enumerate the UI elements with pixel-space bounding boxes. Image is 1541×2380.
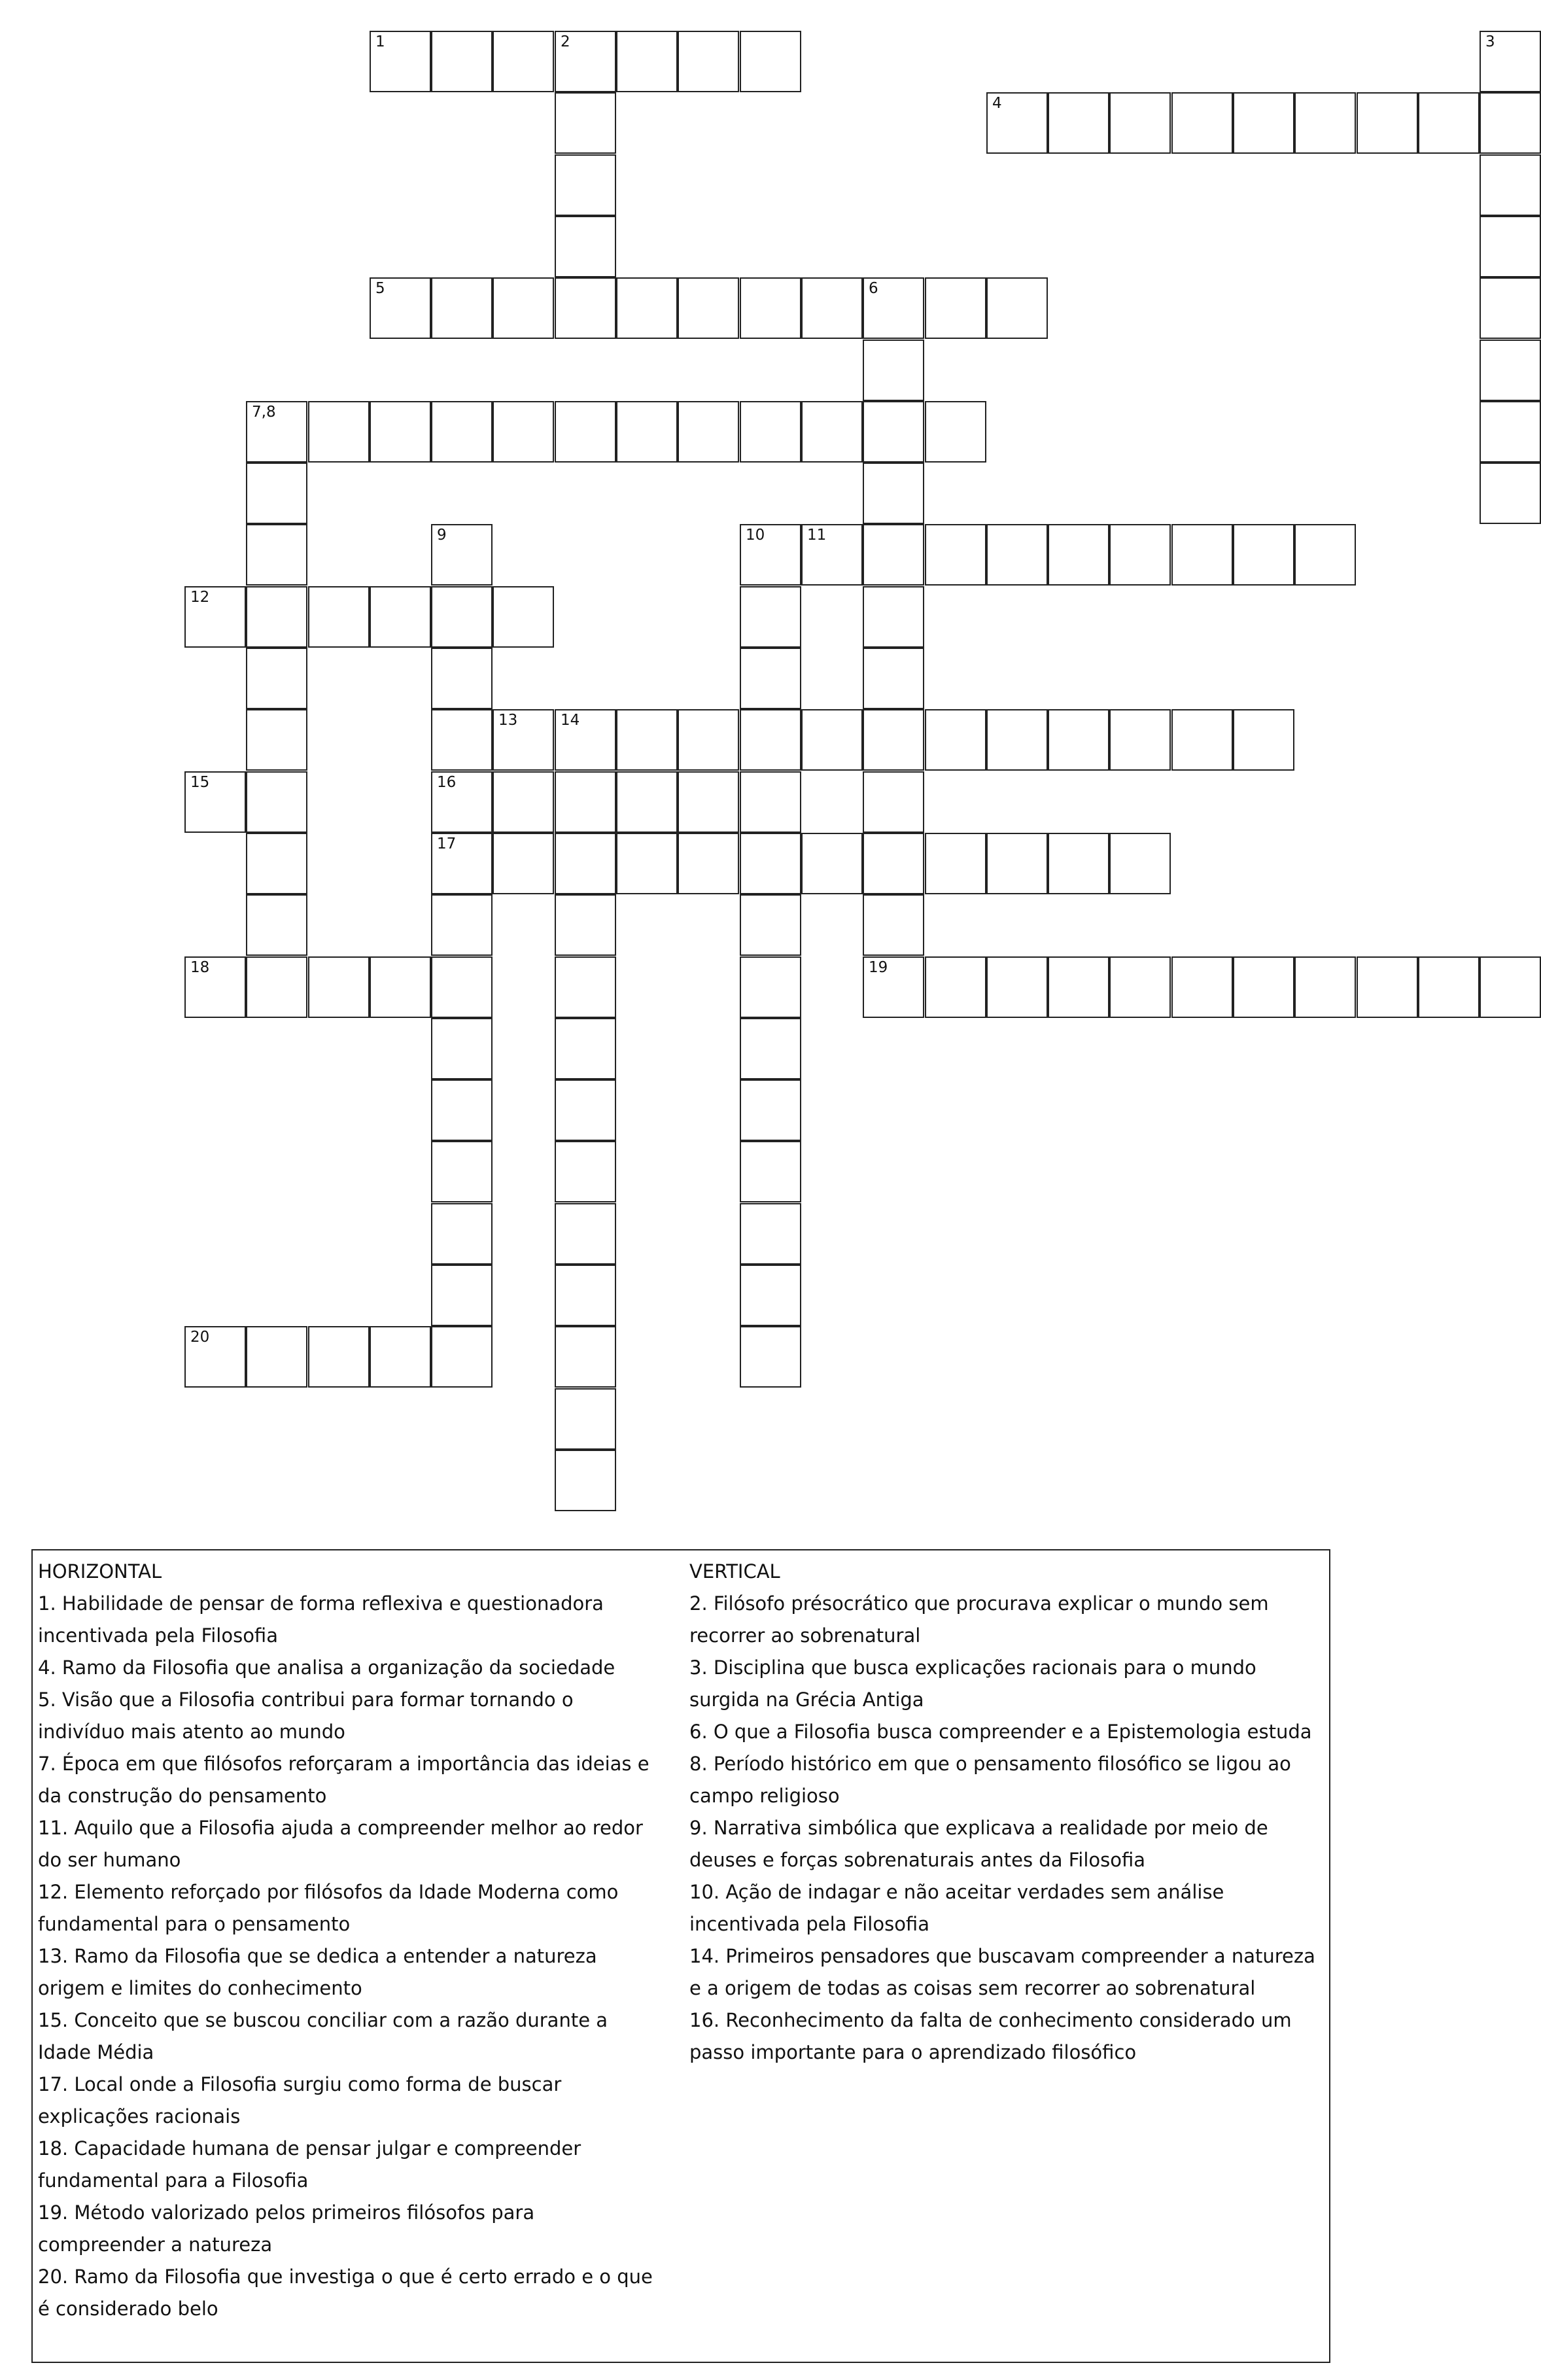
crossword-cell[interactable] [555,894,616,956]
crossword-cell[interactable] [1480,340,1541,401]
crossword-cell[interactable] [308,401,370,463]
crossword-cell[interactable] [555,1265,616,1326]
crossword-cell[interactable] [246,463,307,524]
crossword-cell[interactable] [555,1203,616,1265]
crossword-cell[interactable] [616,709,678,771]
clue-number: 14 [561,712,580,729]
crossword-cell[interactable] [616,833,678,894]
vertical-clue: 9. Narrativa simbólica que explicava a realidade por meio de deuses e forças sobrenaturais antes da Filosofia [689,1817,1268,1871]
crossword-cell[interactable] [740,401,801,463]
crossword-cell[interactable] [801,401,863,463]
crossword-cell[interactable] [431,524,493,586]
crossword-cell[interactable] [1171,524,1233,586]
clue-number: 17 [437,835,457,852]
crossword-cell[interactable] [555,833,616,894]
clue-number: 4 [992,95,1002,112]
crossword-cell[interactable] [431,956,493,1018]
crossword-cell[interactable] [925,709,986,771]
crossword-cell[interactable] [678,771,739,833]
crossword-cell[interactable] [740,1018,801,1079]
crossword-cell[interactable] [493,401,554,463]
crossword-cell[interactable] [246,1326,307,1388]
crossword-cell[interactable] [370,277,431,339]
crossword-cell[interactable] [246,894,307,956]
crossword-cell[interactable] [184,586,246,648]
crossword-cell[interactable] [1233,524,1294,586]
crossword-cell[interactable] [740,709,801,771]
horizontal-clue: 11. Aquilo que a Filosofia ajuda a compreender melhor ao redor do ser humano [38,1817,643,1871]
crossword-cell[interactable] [863,709,924,771]
crossword-cell[interactable] [740,1326,801,1388]
clue-number: 15 [190,774,210,791]
crossword-cell[interactable] [1109,956,1171,1018]
crossword-cell[interactable] [493,771,554,833]
crossword-cell[interactable] [246,524,307,586]
crossword-cell[interactable] [986,92,1048,154]
crossword-cell[interactable] [678,709,739,771]
horizontal-clue: 17. Local onde a Filosofia surgiu como forma de buscar explicações racionais [38,2073,562,2127]
crossword-cell[interactable] [616,277,678,339]
crossword-cell[interactable] [370,401,431,463]
crossword-cell[interactable] [740,277,801,339]
horizontal-heading: HORIZONTAL [38,1560,162,1583]
crossword-cell[interactable] [555,216,616,277]
clue-number: 6 [869,280,878,297]
clue-number: 18 [190,959,210,976]
vertical-clue: 3. Disciplina que busca explicações racionais para o mundo surgida na Grécia Antiga [689,1656,1256,1711]
crossword-cell[interactable] [1480,463,1541,524]
clue-number: 10 [746,527,765,544]
crossword-cell[interactable] [1109,709,1171,771]
crossword-cell[interactable] [801,277,863,339]
vertical-clue: 14. Primeiros pensadores que buscavam compreender a natureza e a origem de todas as coisas sem recorrer ao sobrenatural [689,1945,1315,1999]
crossword-cell[interactable] [1294,956,1356,1018]
crossword-cell[interactable] [431,771,493,833]
crossword-cell[interactable] [1294,92,1356,154]
crossword-cell[interactable] [986,277,1048,339]
crossword-cell[interactable] [1480,92,1541,154]
crossword-cell[interactable] [863,586,924,648]
crossword-cell[interactable] [925,524,986,586]
crossword-cell[interactable] [863,463,924,524]
crossword-cell[interactable] [555,1388,616,1450]
crossword-cell[interactable] [184,1326,246,1388]
vertical-clues [689,1556,1316,2069]
crossword-cell[interactable] [740,1079,801,1141]
clue-number: 5 [375,280,385,297]
crossword-cell[interactable] [1233,709,1294,771]
crossword-cell[interactable] [555,1326,616,1388]
crossword-cell[interactable] [431,1079,493,1141]
crossword-cell[interactable] [555,1141,616,1202]
crossword-cell[interactable] [863,648,924,709]
crossword-cell[interactable] [1233,956,1294,1018]
clues-box [31,1549,1330,2363]
crossword-cell[interactable] [308,586,370,648]
crossword-cell[interactable] [740,833,801,894]
vertical-clue: 8. Período histórico em que o pensamento filosófico se ligou ao campo religioso [689,1753,1291,1807]
crossword-cell[interactable] [863,401,924,463]
crossword-cell[interactable] [1480,956,1541,1018]
crossword-cell[interactable] [246,956,307,1018]
crossword-cell[interactable] [801,833,863,894]
clue-number: 19 [869,959,888,976]
crossword-cell[interactable] [493,31,554,92]
crossword-cell[interactable] [678,833,739,894]
crossword-cell[interactable] [801,709,863,771]
crossword-cell[interactable] [431,586,493,648]
crossword-cell[interactable] [616,31,678,92]
crossword-cell[interactable] [1171,709,1233,771]
horizontal-clue: 1. Habilidade de pensar de forma reflexiva e questionadora incentivada pela Filosofia [38,1592,604,1647]
crossword-cell[interactable] [246,648,307,709]
crossword-cell[interactable] [493,709,554,771]
crossword-cell[interactable] [431,1265,493,1326]
clue-number: 20 [190,1329,210,1346]
crossword-cell[interactable] [863,894,924,956]
horizontal-clue: 15. Conceito que se buscou conciliar com a razão durante a Idade Média [38,2009,608,2063]
crossword-cell[interactable] [431,1018,493,1079]
clue-number: 16 [437,774,457,791]
crossword-cell[interactable] [1171,956,1233,1018]
clue-number: 11 [807,527,827,544]
horizontal-clue: 7. Época em que filósofos reforçaram a importância das ideias e da construção do pensamento [38,1753,649,1807]
crossword-cell[interactable] [431,648,493,709]
crossword-cell[interactable] [1048,833,1109,894]
crossword-cell[interactable] [740,956,801,1018]
horizontal-clue: 12. Elemento reforçado por filósofos da Idade Moderna como fundamental para o pensamento [38,1881,619,1935]
crossword-cell[interactable] [1480,277,1541,339]
crossword-cell[interactable] [986,956,1048,1018]
crossword-cell[interactable] [740,1203,801,1265]
crossword-cell[interactable] [1480,31,1541,92]
crossword-cell[interactable] [1480,401,1541,463]
crossword-cell[interactable] [308,956,370,1018]
crossword-cell[interactable] [1480,216,1541,277]
crossword-cell[interactable] [555,709,616,771]
crossword-cell[interactable] [370,1326,431,1388]
crossword-cell[interactable] [740,1141,801,1202]
horizontal-clue: 19. Método valorizado pelos primeiros filósofos para compreender a natureza [38,2201,535,2256]
crossword-cell[interactable] [925,277,986,339]
crossword-cell[interactable] [863,524,924,586]
crossword-cell[interactable] [184,956,246,1018]
crossword-cell[interactable] [555,771,616,833]
crossword-cell[interactable] [678,401,739,463]
crossword-cell[interactable] [555,154,616,216]
vertical-clue: 2. Filósofo présocrático que procurava explicar o mundo sem recorrer ao sobrenatural [689,1592,1269,1647]
clue-number: 2 [561,33,570,50]
crossword-cell[interactable] [1357,956,1418,1018]
crossword-cell[interactable] [308,1326,370,1388]
crossword-cell[interactable] [678,277,739,339]
crossword-cell[interactable] [431,894,493,956]
crossword-cell[interactable] [863,956,924,1018]
crossword-cell[interactable] [431,1141,493,1202]
crossword-cell[interactable] [431,401,493,463]
vertical-heading: VERTICAL [689,1560,780,1583]
horizontal-clue: 5. Visão que a Filosofia contribui para formar tornando o indivíduo mais atento ao mundo [38,1689,574,1743]
crossword-cell[interactable] [370,586,431,648]
clue-number: 9 [437,527,447,544]
crossword-cell[interactable] [431,277,493,339]
vertical-clue: 6. O que a Filosofia busca compreender e a Epistemologia estuda [689,1721,1312,1743]
horizontal-clues [38,1556,665,2325]
crossword-cell[interactable] [863,771,924,833]
crossword-cell[interactable] [184,771,246,833]
clue-number: 1 [375,33,385,50]
crossword-cell[interactable] [431,31,493,92]
crossword-cell[interactable] [1109,92,1171,154]
crossword-cell[interactable] [740,648,801,709]
crossword-cell[interactable] [740,586,801,648]
crossword-cell[interactable] [1418,92,1480,154]
crossword-cell[interactable] [555,277,616,339]
crossword-cell[interactable] [986,524,1048,586]
crossword-cell[interactable] [986,709,1048,771]
crossword-cell[interactable] [1357,92,1418,154]
crossword-cell[interactable] [925,833,986,894]
vertical-clue: 16. Reconhecimento da falta de conhecimento considerado um passo importante para o aprendizado filosófico [689,2009,1292,2063]
crossword-cell[interactable] [555,1018,616,1079]
crossword-cell[interactable] [1048,709,1109,771]
crossword-cell[interactable] [740,894,801,956]
crossword-cell[interactable] [431,1203,493,1265]
crossword-cell[interactable] [801,524,863,586]
crossword-cell[interactable] [246,771,307,833]
horizontal-clue: 18. Capacidade humana de pensar julgar e compreender fundamental para a Filosofia [38,2137,581,2192]
crossword-cell[interactable] [678,31,739,92]
crossword-cell[interactable] [925,956,986,1018]
clue-number: 12 [190,589,210,606]
crossword-cell[interactable] [246,401,307,463]
crossword-cell[interactable] [863,277,924,339]
crossword-cell[interactable] [1418,956,1480,1018]
crossword-cell[interactable] [863,340,924,401]
crossword-cell[interactable] [370,956,431,1018]
crossword-cell[interactable] [1171,92,1233,154]
crossword-cell[interactable] [740,524,801,586]
crossword-cell[interactable] [740,771,801,833]
crossword-cell[interactable] [493,586,554,648]
crossword-cell[interactable] [1048,956,1109,1018]
crossword-cell[interactable] [555,31,616,92]
crossword-cell[interactable] [740,31,801,92]
crossword-cell[interactable] [555,92,616,154]
crossword-cell[interactable] [740,1265,801,1326]
crossword-cell[interactable] [493,833,554,894]
crossword-cell[interactable] [431,1326,493,1388]
crossword-cell[interactable] [616,771,678,833]
crossword-cell[interactable] [1048,92,1109,154]
horizontal-clue: 13. Ramo da Filosofia que se dedica a entender a natureza origem e limites do conhecimento [38,1945,597,1999]
crossword-cell[interactable] [431,833,493,894]
crossword-cell[interactable] [555,1079,616,1141]
crossword-cell[interactable] [1048,524,1109,586]
vertical-clue: 10. Ação de indagar e não aceitar verdades sem análise incentivada pela Filosofia [689,1881,1224,1935]
crossword-cell[interactable] [1109,833,1171,894]
horizontal-clue: 4. Ramo da Filosofia que analisa a organização da sociedade [38,1656,615,1679]
crossword-cell[interactable] [1109,524,1171,586]
horizontal-clue: 20. Ramo da Filosofia que investiga o que é certo errado e o que é considerado belo [38,2266,653,2320]
crossword-cell[interactable] [1294,524,1356,586]
crossword-cell[interactable] [986,833,1048,894]
crossword-cell[interactable] [616,401,678,463]
crossword-cell[interactable] [246,709,307,771]
crossword-cell[interactable] [555,956,616,1018]
crossword-cell[interactable] [555,1450,616,1511]
crossword-cell[interactable] [246,833,307,894]
clue-number: 3 [1485,33,1495,50]
crossword-cell[interactable] [555,401,616,463]
crossword-cell[interactable] [431,709,493,771]
crossword-cell[interactable] [493,277,554,339]
crossword-cell[interactable] [246,586,307,648]
crossword-cell[interactable] [863,833,924,894]
crossword-cell[interactable] [1233,92,1294,154]
crossword-cell[interactable] [925,401,986,463]
crossword-cell[interactable] [370,31,431,92]
clue-number: 7,8 [252,404,276,421]
crossword-cell[interactable] [1480,154,1541,216]
clue-number: 13 [498,712,518,729]
